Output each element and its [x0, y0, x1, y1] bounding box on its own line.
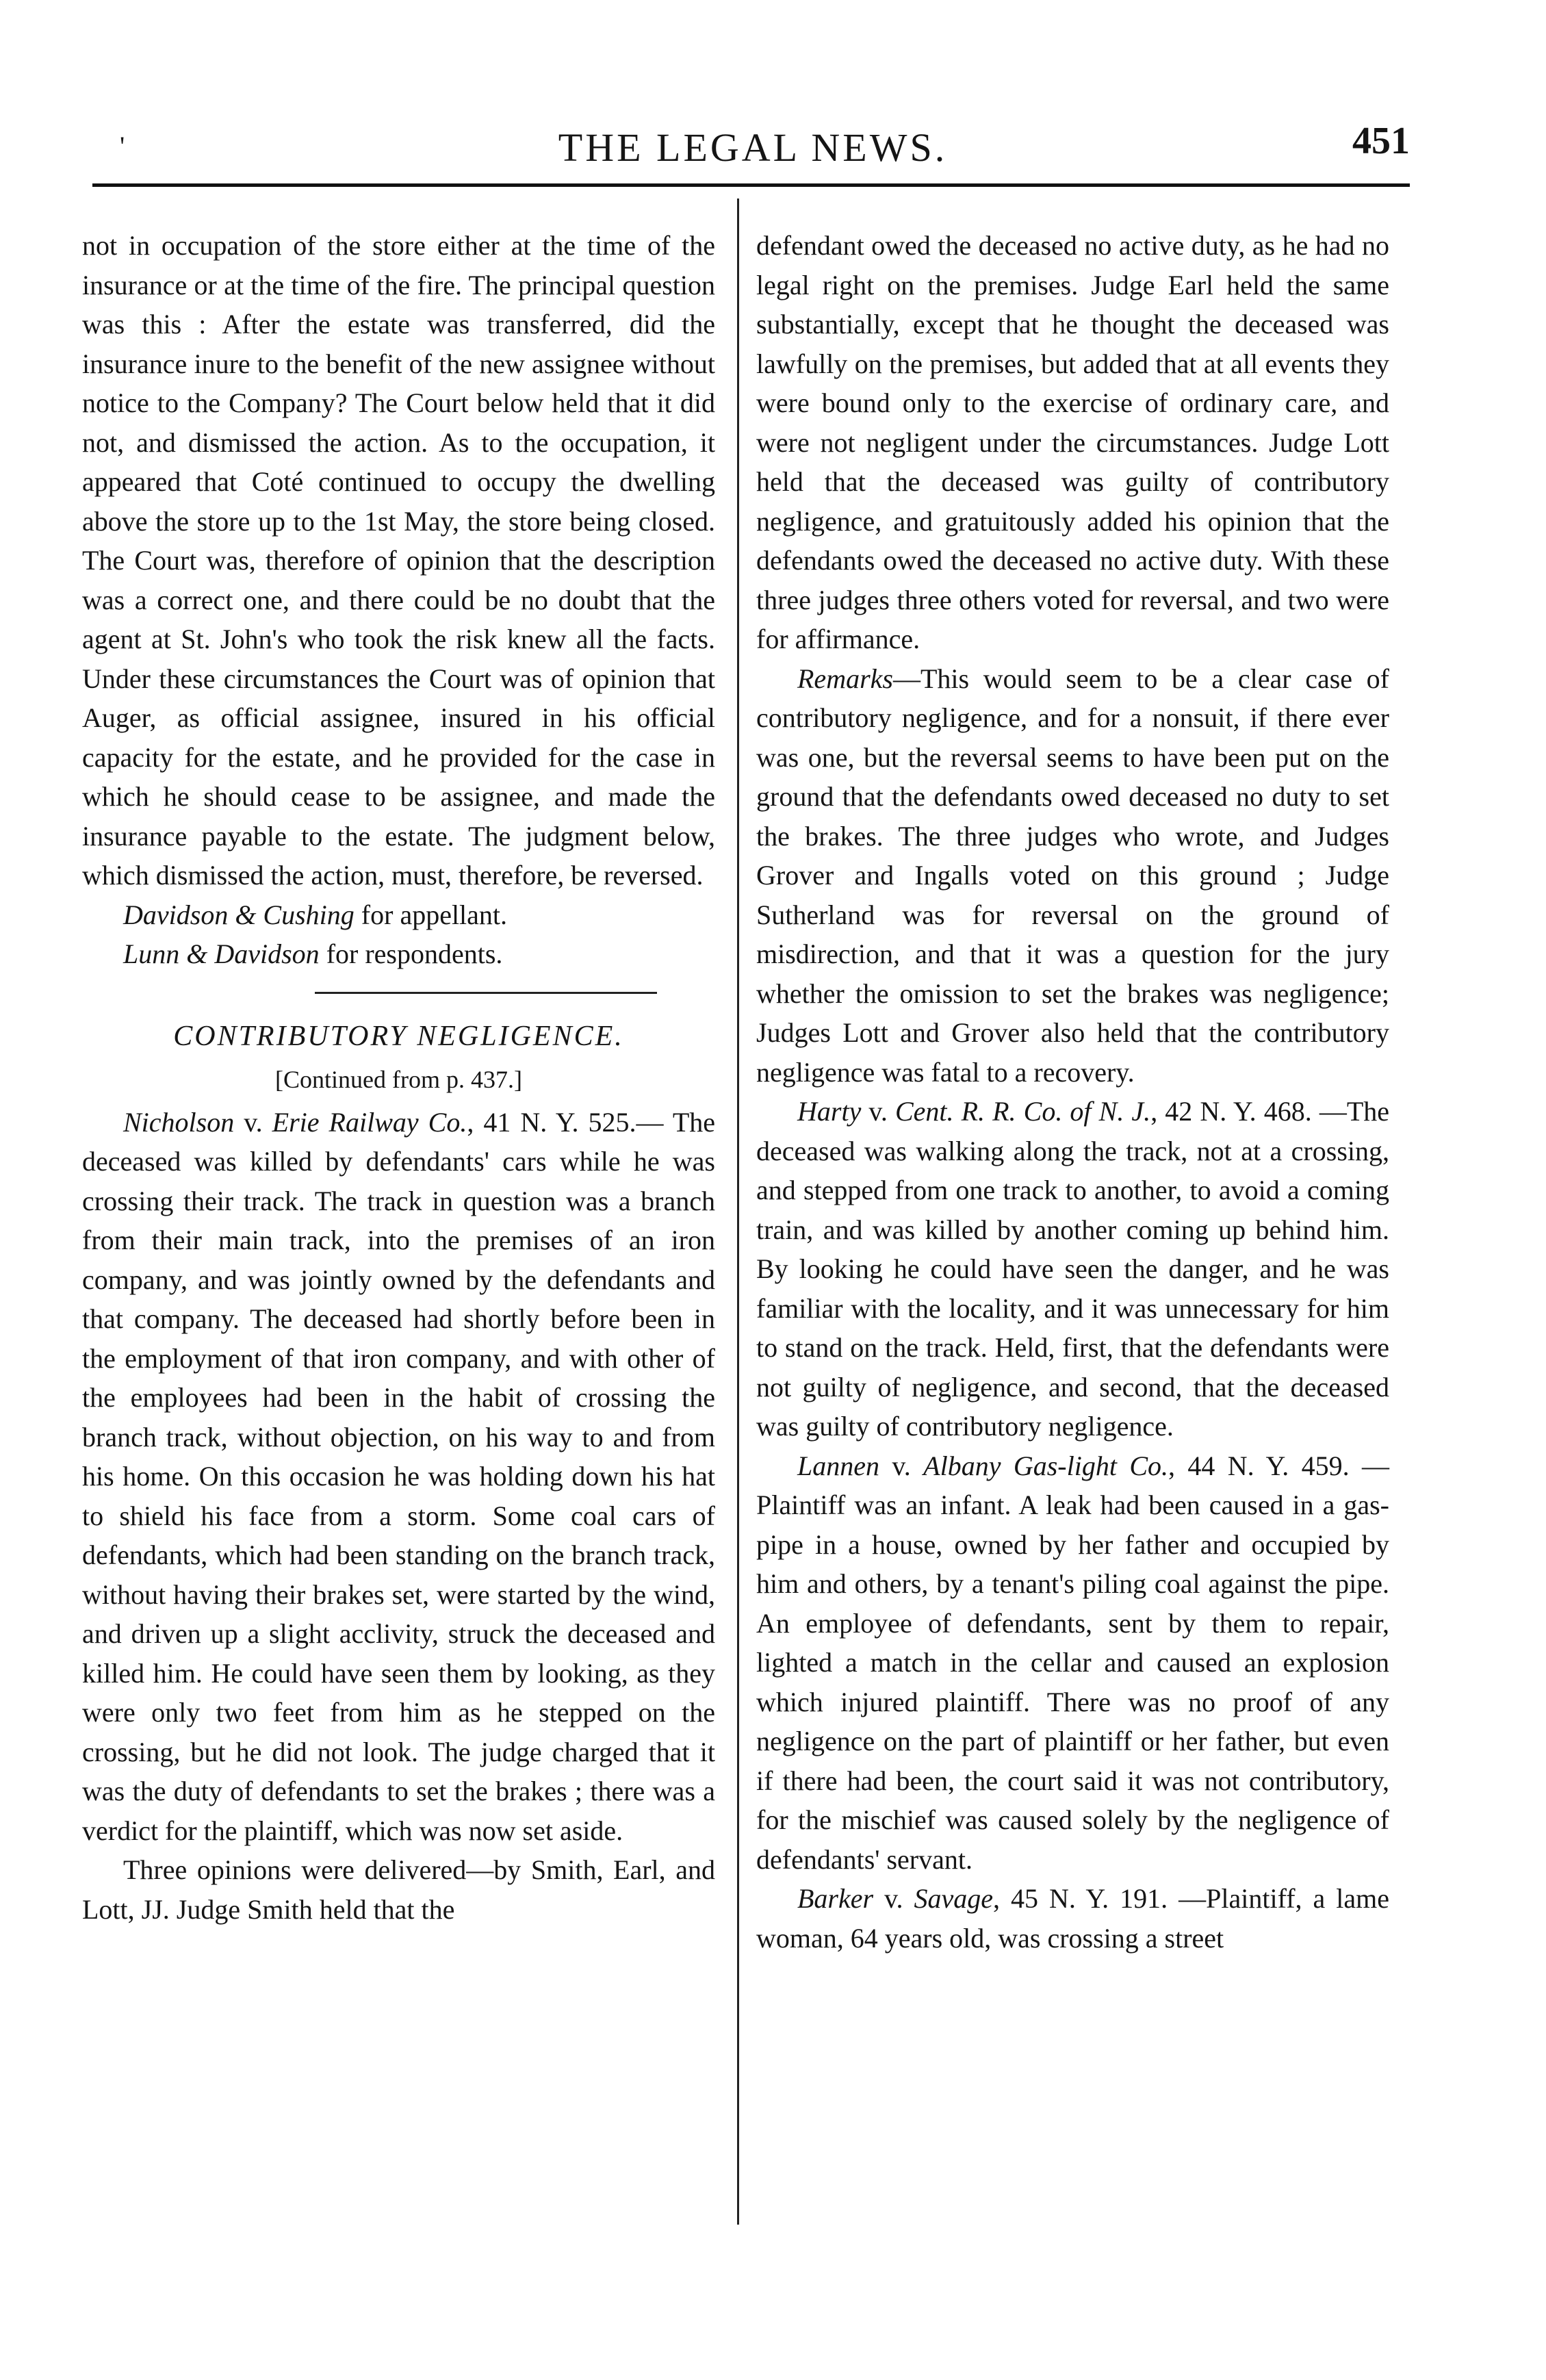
case-party: Albany Gas-light Co. — [923, 1450, 1168, 1481]
running-header — [82, 103, 1423, 185]
case-citation: , 41 N. Y. 525.— — [467, 1106, 664, 1138]
remarks-text: —This would seem to be a clear case of contributory negligence, and for a nonsuit, if there ever was one, but the reversal seems to have been put on the ground that the defendants owed deceased no duty to set the brakes. The three judges who wrote, and Judges Grover and Ingalls voted on this ground ; Judge Sutherland was for reversal on the ground of misdirection, and that it was a question for the jury whether the omission to set the brakes was negligence; Judges Lott and Grover also held that the contributory negligence was fatal to a recovery. — [756, 663, 1389, 1088]
continued-note: [Continued from p. 437.] — [275, 1066, 522, 1093]
case-lannen — [756, 1446, 1389, 1880]
case-party: Erie Railway Co. — [272, 1106, 467, 1138]
opinions-paragraph: Three opinions were delivered—by Smith, Earl, and Lott, JJ. Judge Smith held that the — [82, 1854, 715, 1925]
section-separator — [315, 992, 657, 994]
case-text: —Plaintiff, a lame woman, 64 years old, was crossing a street — [756, 1883, 1389, 1954]
case-text: —Plaintiff was an infant. A leak had been caused in a gas-pipe in a house, owned by her father and occupied by him and others, by a tenant's piling coal against the pipe. An employee of defendants, sent by them to repair, lighted a match in the cellar and caused an explosion which injured plaintiff. There was no proof of any negligence on the part of plaintiff or her father, but even if there had been, the court said it was not contributory, for the mischief was caused solely by the negligence of defendants' servant. — [756, 1450, 1390, 1875]
counsel-respondents — [82, 934, 715, 974]
left-column — [82, 226, 715, 1929]
case-text: —The deceased was walking along the track, not at a crossing, and stepped from one track to another, to avoid a coming train, and was killed by another coming up behind him. By looking he could have seen the danger, and he was familiar with the locality, and it was unnecessary for him to stand on the track. Held, first, that the defendants were not guilty of negligence, and second, that the deceased was guilty of contributory negligence. — [756, 1096, 1390, 1442]
header-mark: ' — [120, 131, 125, 162]
case-party: Savage — [914, 1883, 993, 1914]
case-harty — [756, 1092, 1389, 1446]
remarks-label: Remarks — [797, 663, 893, 694]
section-title: CONTRIBUTORY NEGLIGENCE. — [173, 1020, 624, 1052]
case-text: The deceased was killed by defendants' cars while he was crossing their track. The track in question was a branch from their main track, into the premises of an iron company, and was jointly owned by the defendants and that company. The deceased had shortly before been in the employment of that iron company, and with other of the employees had been in the habit of crossing the branch track, without objection, on his way to and from his home. On this occasion he was holding down his hat to shield his face from a storm. Some coal cars of defendants, which had been standing on the branch track, without having their brakes set, were started by the wind, and driven up a slight acclivity, struck the deceased and killed him. He could have seen them by looking, as they were only two feet from him as he stepped on the crossing, but he did not look. The judge charged that it was the duty of defendants to set the brakes ; there was a verdict for the plaintiff, which was now set aside. — [82, 1106, 716, 1846]
case-name: Lannen — [797, 1450, 879, 1481]
case-versus: v. — [861, 1096, 895, 1127]
right-column — [756, 226, 1389, 1958]
journal-title: THE LEGAL NEWS. — [558, 125, 948, 170]
case-nicholson — [82, 1103, 715, 1851]
case-name: Nicholson — [123, 1106, 235, 1138]
counsel-appellant-role: for appellant. — [354, 899, 508, 930]
case-versus: v. — [873, 1883, 914, 1914]
case-name: Harty — [797, 1096, 862, 1127]
case-barker — [756, 1879, 1389, 1958]
case-citation: , 45 N. Y. 191. — [993, 1883, 1168, 1914]
header-rule — [92, 183, 1410, 187]
counsel-respondents-name: Lunn & Davidson — [123, 938, 320, 969]
continued-paragraph: not in occupation of the store either at the time of the insurance or at the time of the fire. The principal question was this : After the estate was transferred, did the insurance inure to the benefit of the new assignee without notice to the Company? The Court below held that it did not, and dismissed the action. As to the occupation, it appeared that Coté continued to occupy the dwelling above the store up to the 1st May, the store being closed. The Court was, therefore of opinion that the description was a correct one, and there could be no doubt that the agent at St. John's who took the risk knew all the facts. Under these circumstances the Court was of opinion that Auger, as official assignee, insured in his official capacity for the estate, and he provided for the case in which he should cease to be assignee, and made the insurance payable to the estate. The judgment below, which dismissed the action, must, therefore, be reversed. — [82, 230, 715, 891]
counsel-appellant — [82, 895, 715, 935]
counsel-respondents-role: for respondents. — [319, 938, 503, 969]
case-citation: , 42 N. Y. 468. — [1150, 1096, 1312, 1127]
case-versus: v. — [879, 1450, 924, 1481]
remarks-paragraph — [756, 659, 1389, 1092]
page-number: 451 — [1352, 120, 1410, 162]
case-party: Cent. R. R. Co. of N. J. — [894, 1096, 1151, 1127]
counsel-appellant-name: Davidson & Cushing — [123, 899, 355, 930]
case-name: Barker — [797, 1883, 874, 1914]
column-divider — [737, 199, 739, 2225]
case-citation: , 44 N. Y. 459. — [1168, 1450, 1350, 1481]
case-versus: v. — [234, 1106, 272, 1138]
continued-paragraph-right: defendant owed the deceased no active duty, as he had no legal right on the premises. Judge Earl held the same substantially, except that he thought the deceased was lawfully on the premises, but added that at all events they were bound only to the exercise of ordinary care, and were not negligent under the circumstances. Judge Lott held that the deceased was guilty of contributory negligence, and gratuitously added his opinion that the defendants owed the deceased no active duty. With these three judges three others voted for reversal, and two were for affirmance. — [756, 230, 1389, 654]
